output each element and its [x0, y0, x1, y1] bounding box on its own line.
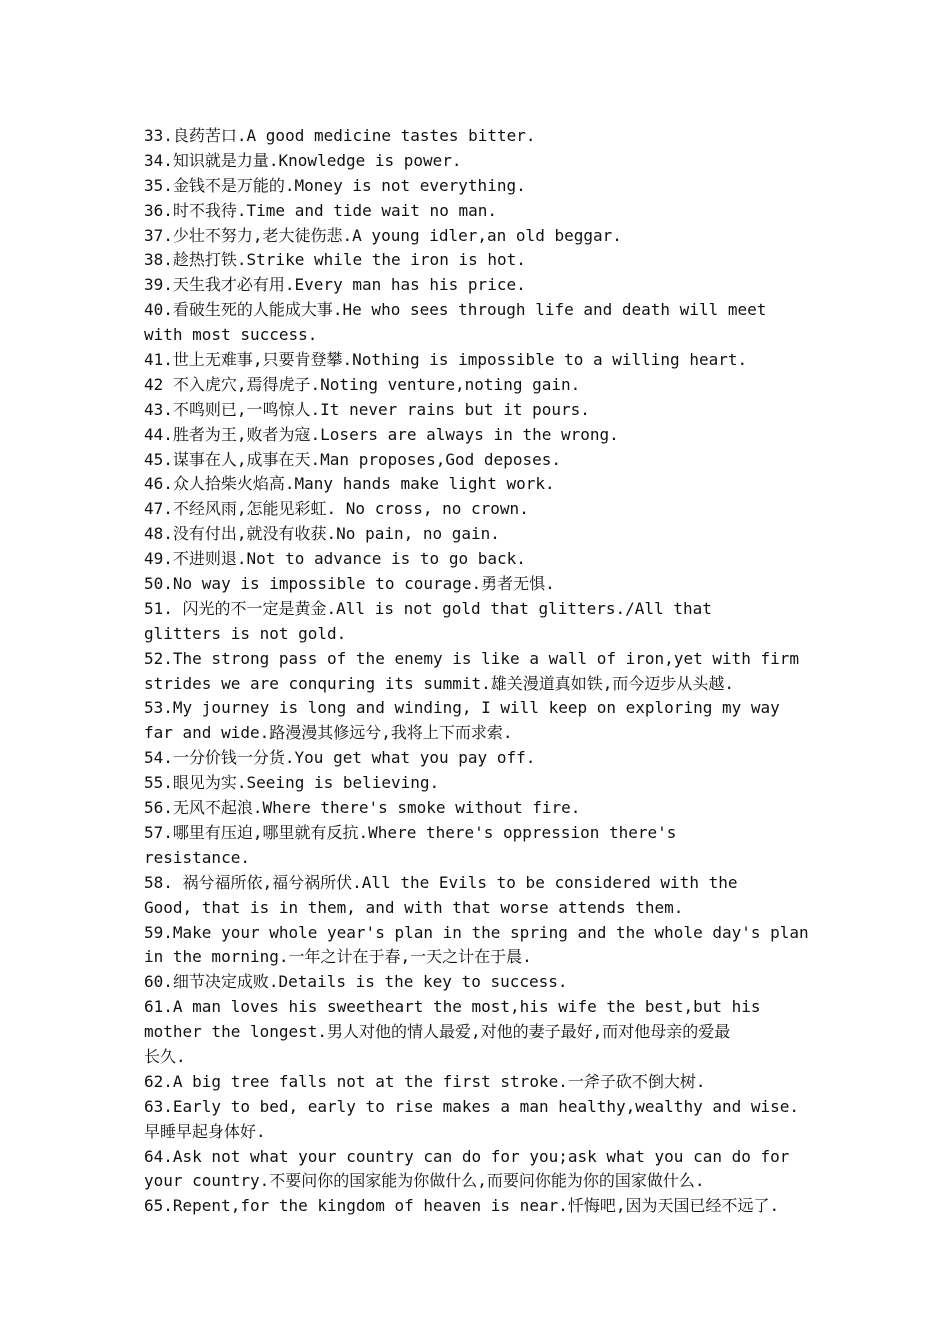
text-line: 40.看破生死的人能成大事.He who sees through life and death will meet — [144, 300, 767, 320]
text-line: 53.My journey is long and winding, I will keep on exploring my way — [144, 698, 780, 718]
text-line: your country.不要问你的国家能为你做什么,而要问你能为你的国家做什么. — [144, 1171, 705, 1191]
text-line: 36.时不我待.Time and tide wait no man. — [144, 200, 497, 220]
text-line: 34.知识就是力量.Knowledge is power. — [144, 150, 462, 170]
text-line: 长久. — [144, 1046, 186, 1066]
text-line: 51. 闪光的不一定是黄金.All is not gold that glitters./All that — [144, 598, 712, 618]
text-line: 43.不鸣则已,一鸣惊人.It never rains but it pours. — [144, 399, 590, 419]
text-line: 54.一分价钱一分货.You get what you pay off. — [144, 748, 536, 768]
text-line: 38.趁热打铁.Strike while the iron is hot. — [144, 250, 526, 270]
text-line: 65.Repent,for the kingdom of heaven is near.忏悔吧,因为天国已经不远了. — [144, 1196, 780, 1216]
text-line: 37.少壮不努力,老大徒伤悲.A young idler,an old beggar. — [144, 225, 622, 245]
text-line: 46.众人拾柴火焰高.Many hands make light work. — [144, 474, 555, 494]
text-line: strides we are conquring its summit.雄关漫道真如铁,而今迈步从头越. — [144, 673, 735, 693]
text-line: mother the longest.男人对他的情人最爱,对他的妻子最好,而对他母亲的爱最 — [144, 1022, 731, 1042]
text-line: 59.Make your whole year's plan in the spring and the whole day's plan — [144, 922, 809, 942]
text-line: 58. 祸兮福所依,福兮祸所伏.All the Evils to be considered with the — [144, 872, 738, 892]
text-line: 55.眼见为实.Seeing is believing. — [144, 773, 440, 793]
text-line: 60.细节决定成败.Details is the key to success. — [144, 972, 568, 992]
text-line: 41.世上无难事,只要肯登攀.Nothing is impossible to a willing heart. — [144, 350, 748, 370]
text-line: 64.Ask not what your country can do for you;ask what you can do for — [144, 1146, 790, 1166]
text-line: 44.胜者为王,败者为寇.Losers are always in the wrong. — [144, 424, 619, 444]
text-line: far and wide.路漫漫其修远兮,我将上下而求索. — [144, 723, 513, 743]
text-line: 47.不经风雨,怎能见彩虹. No cross, no crown. — [144, 499, 529, 519]
text-line: 52.The strong pass of the enemy is like a wall of iron,yet with firm — [144, 648, 800, 668]
text-line: 63.Early to bed, early to rise makes a man healthy,wealthy and wise. — [144, 1096, 800, 1116]
text-line: 50.No way is impossible to courage.勇者无惧. — [144, 574, 555, 594]
text-line: 42 不入虎穴,焉得虎子.Noting venture,noting gain. — [144, 374, 581, 394]
text-line: 56.无风不起浪.Where there's smoke without fire. — [144, 798, 581, 818]
text-line: 早睡早起身体好. — [144, 1121, 266, 1141]
text-line: Good, that is in them, and with that worse attends them. — [144, 897, 684, 917]
text-line: 39.天生我才必有用.Every man has his price. — [144, 275, 526, 295]
text-line: glitters is not gold. — [144, 623, 347, 643]
text-line: 35.金钱不是万能的.Money is not everything. — [144, 175, 526, 195]
text-line: 48.没有付出,就没有收获.No pain, no gain. — [144, 524, 500, 544]
text-line: 49.不进则退.Not to advance is to go back. — [144, 549, 526, 569]
text-line: 45.谋事在人,成事在天.Man proposes,God deposes. — [144, 449, 561, 469]
text-line: 61.A man loves his sweetheart the most,his wife the best,but his — [144, 997, 761, 1017]
text-line: 57.哪里有压迫,哪里就有反抗.Where there's oppression there's — [144, 822, 677, 842]
text-line: 62.A big tree falls not at the first stroke.一斧子砍不倒大树. — [144, 1071, 706, 1091]
text-line: in the morning.一年之计在于春,一天之计在于晨. — [144, 947, 532, 967]
text-line: with most success. — [144, 325, 318, 345]
document-body — [144, 124, 824, 1219]
text-line: resistance. — [144, 847, 250, 867]
text-line: 33.良药苦口.A good medicine tastes bitter. — [144, 126, 536, 145]
